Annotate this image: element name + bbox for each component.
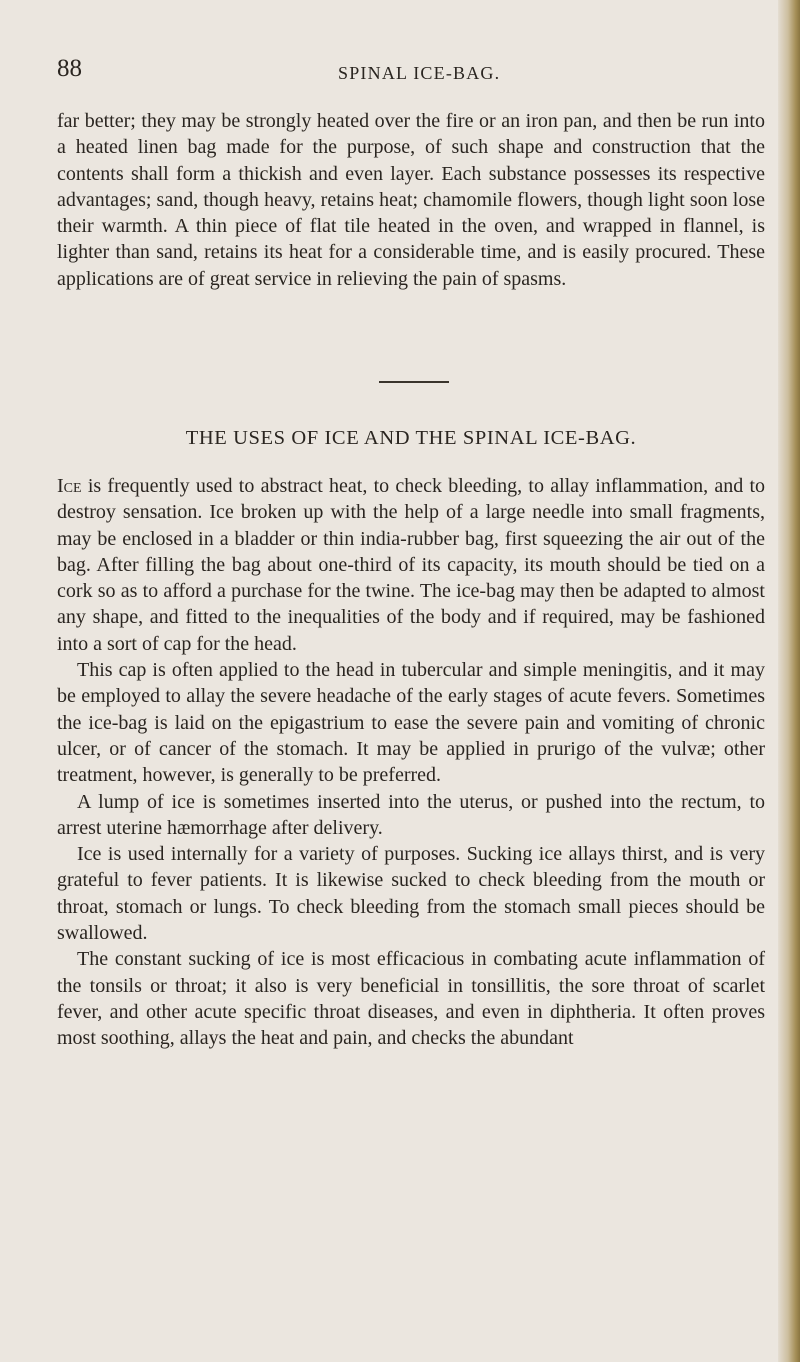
intro-paragraph: far better; they may be strongly heated over the fire or an iron pan, and then be run into a heated linen bag made for the purpose, of such shape and construction that the contents shall form a thickish and even layer. Each substance possesses its respective advantages; sand, though heavy, retains heat; chamomile flowers, though light soon lose their warmth. A thin piece of flat tile heated in the oven, and wrapped in flannel, is lighter than sand, retains its heat for a considerable time, and is easily procured. These applications are of great service in relieving the pain of spasms. [57, 110, 765, 290]
section-body [57, 473, 765, 1052]
page-edge [778, 0, 800, 1362]
lead-word: Ice [57, 475, 82, 497]
page-number: 88 [57, 55, 82, 82]
running-title: SPINAL ICE-BAG. [338, 63, 501, 83]
paragraph-4: Ice is used internally for a variety of purposes. Sucking ice allays thirst, and is very grateful to fever patients. It is likewise sucked to check bleeding from the mouth or throat, stomach or lungs. To check bleeding from the stomach small pieces should be swallowed. [57, 843, 765, 945]
paragraph-1-text: is frequently used to abstract heat, to check bleeding, to allay inflammation, and to destroy sensation. Ice broken up with the help of a large needle into small fragments, may be enclosed in a bladder or thin india-rubber bag, first squeezing the air out of the bag. After filling the bag about one-third of its capacity, its mouth should be tied on a cork so as to afford a purchase for the twine. The ice-bag may then be adapted to almost any shape, and fitted to the inequalities of the body and if required, may be fashioned into a sort of cap for the head. [57, 475, 766, 655]
paragraph-1 [57, 473, 765, 657]
paragraph-2: This cap is often applied to the head in tubercular and simple meningitis, and it may be employed to allay the severe headache of the early stages of acute fevers. Sometimes the ice-bag is laid on the epigastrium to ease the severe pain and vomiting of chronic ulcer, or of cancer of the stomach. It may be applied in prurigo of the vulvæ; other treatment, however, is generally to be preferred. [57, 659, 765, 787]
paragraph-3: A lump of ice is sometimes inserted into the uterus, or pushed into the rectum, to arrest uterine hæmorrhage after delivery. [57, 790, 765, 839]
paragraph-5: The constant sucking of ice is most efficacious in combating acute inflammation of the tonsils or throat; it also is very beneficial in tonsillitis, the sore throat of scarlet fever, and other acute specific throat diseases, and even in diphtheria. It often proves most soothing, allays the heat and pain, and checks the abundant [57, 948, 765, 1050]
section-divider [379, 381, 449, 383]
intro-text [57, 108, 765, 292]
section-heading: THE USES OF ICE AND THE SPINAL ICE-BAG. [185, 427, 637, 449]
